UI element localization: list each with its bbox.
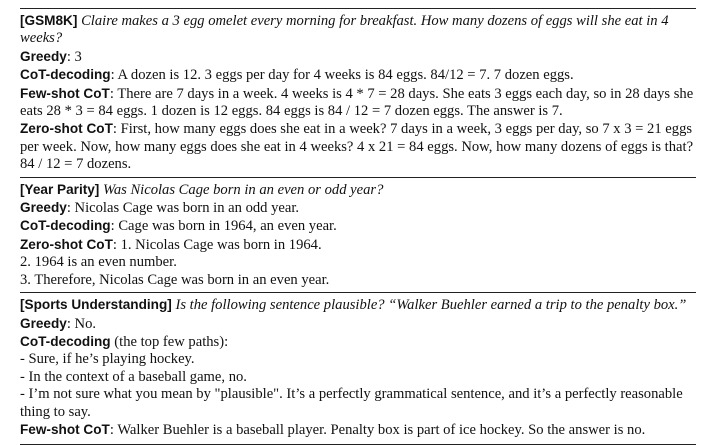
year-parity-cot-label: CoT-decoding [20, 218, 111, 234]
gsm8k-tag: [GSM8K] [20, 13, 78, 28]
gsm8k-question: Claire makes a 3 egg omelet every morning for breakfast. How many dozens of eggs will she eat in 4 weeks? [20, 13, 669, 47]
sports-greedy-text: : No. [66, 315, 97, 332]
year-parity-cot [20, 217, 696, 235]
year-parity-question-line [20, 181, 696, 199]
gsm8k-cot-text: : A dozen is 12. 3 eggs per day for 4 weeks is 84 eggs. 84/12 = 7. 7 dozen eggs. [110, 67, 574, 84]
sports-cot-label: CoT-decoding [20, 333, 111, 349]
gsm8k-question-line [20, 12, 696, 48]
sports-question-line [20, 296, 696, 314]
sports-cot [20, 333, 696, 351]
gsm8k-greedy-text: : 3 [66, 48, 82, 65]
sports-greedy [20, 315, 696, 333]
sports-path-2: - In the context of a baseball game, no. [20, 368, 247, 385]
gsm8k-zeroshot-text: : First, how many eggs does she eat in a week? 7 days in a week, 3 eggs per day, so 7 x 3 = 21 eggs per week. Now, how many eggs does she eat in 4 weeks? 4 x 21 = 84 eggs. Now, how many dozens of eggs is that? 84 / 12 = 7 dozens. [20, 121, 694, 173]
year-parity-greedy-label: Greedy [20, 200, 67, 216]
year-parity-tag: [Year Parity] [20, 181, 100, 197]
sports-path-1: - Sure, if he’s playing hockey. [20, 351, 195, 368]
gsm8k-cot [20, 66, 696, 84]
gsm8k-fewshot-label: Few-shot CoT [20, 85, 110, 101]
year-parity-greedy-text: : Nicolas Cage was born in an odd year. [66, 200, 300, 217]
sports-cot-text: (the top few paths): [110, 333, 229, 350]
sports-fewshot [20, 421, 696, 439]
examples-table [20, 0, 696, 445]
sports-section [20, 293, 696, 439]
gsm8k-zeroshot-label: Zero-shot CoT [20, 121, 113, 137]
year-parity-zeroshot-text: : 1. Nicolas Cage was born in 1964. [112, 236, 322, 253]
gsm8k-cot-label: CoT-decoding [20, 67, 111, 83]
sports-greedy-label: Greedy [20, 315, 67, 331]
gsm8k-section [20, 9, 696, 174]
sports-fewshot-text: : Walker Buehler is a baseball player. Penalty box is part of ice hockey. So the answer is no. [109, 421, 646, 438]
year-parity-zeroshot-label: Zero-shot CoT [20, 236, 113, 252]
year-parity-greedy [20, 199, 696, 217]
gsm8k-greedy-label: Greedy [20, 48, 67, 64]
sports-question: Is the following sentence plausible? “Walker Buehler earned a trip to the penalty box.” [175, 297, 687, 314]
gsm8k-fewshot [20, 85, 696, 121]
year-parity-cot-text: : Cage was born in 1964, an even year. [110, 218, 337, 235]
sports-tag: [Sports Understanding] [20, 297, 172, 313]
year-parity-step-2: 2. 1964 is an even number. [20, 254, 177, 271]
sports-path-3: - I’m not sure what you mean by "plausible". It’s a perfectly grammatical sentence, and it’s a perfectly reasonable thing to say. [20, 386, 683, 420]
gsm8k-fewshot-text: : There are 7 days in a week. 4 weeks is 4 * 7 = 28 days. She eats 3 eggs each day, so in 28 days she eats 28 * 3 = 84 eggs. 1 dozen is 12 eggs. 84 eggs is 84 / 12 = 7 dozen eggs. The answer is 7. [20, 85, 694, 120]
year-parity-section [20, 178, 696, 289]
gsm8k-zeroshot [20, 120, 696, 173]
sports-fewshot-label: Few-shot CoT [20, 421, 110, 437]
year-parity-question: Was Nicolas Cage born in an even or odd year? [103, 181, 384, 198]
gsm8k-greedy [20, 48, 696, 66]
year-parity-step-3: 3. Therefore, Nicolas Cage was born in an even year. [20, 271, 330, 288]
year-parity-zeroshot [20, 236, 696, 254]
